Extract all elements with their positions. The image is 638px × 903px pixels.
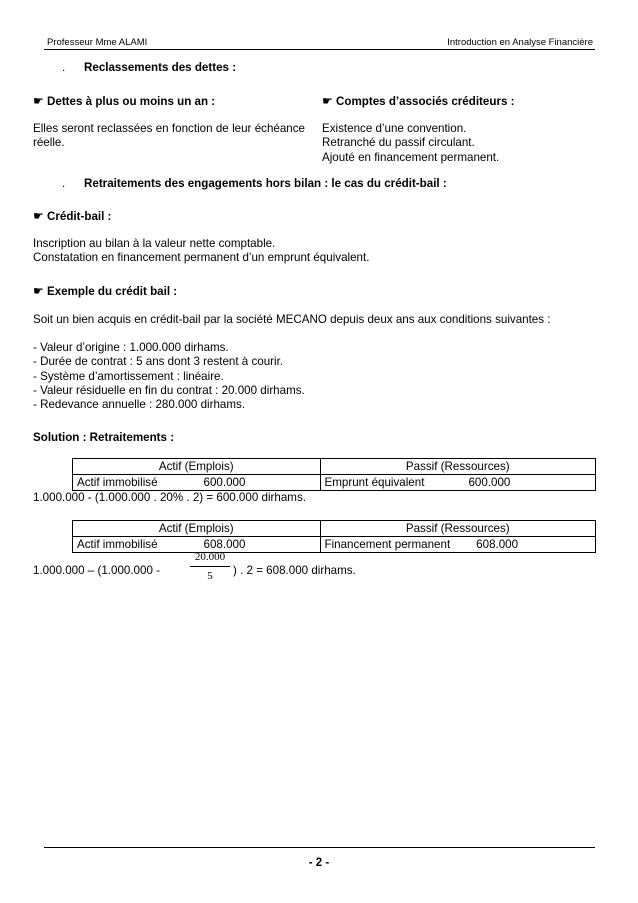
header-author: Professeur Mme ALAMI (47, 37, 148, 48)
table-cell-actif (73, 475, 321, 491)
exemple-heading (33, 284, 177, 299)
credit-bail-line: Constatation en financement permanent d’un emprunt équivalent. (33, 251, 370, 265)
section-bullet: . (62, 61, 66, 74)
solution-heading: Solution : Retraitements : (33, 431, 175, 444)
table-row (73, 521, 596, 537)
calculation-1: 1.000.000 - (1.000.000 . 20% . 2) = 600.000 dirhams. (33, 491, 306, 504)
list-item: - Système d’amortissement : linéaire. (33, 369, 224, 383)
list-item: - Valeur résiduelle en fin du contrat : 20.000 dirhams. (33, 383, 305, 397)
comptes-title: Comptes d’associés créditeurs : (336, 95, 515, 108)
comptes-line: Ajouté en financement permanent. (322, 150, 500, 164)
section-bullet: . (62, 177, 66, 190)
section-title: Reclassements des dettes : (84, 61, 237, 74)
dettes-title: Dettes à plus ou moins un an : (47, 95, 216, 108)
cell-value: 600.000 (203, 476, 246, 489)
cell-label: Actif immobilisé (77, 476, 158, 489)
table-cell-passif (320, 475, 595, 491)
calculation-2-end: ) . 2 = 608.000 dirhams. (233, 564, 356, 577)
exemple-items (33, 341, 305, 412)
fraction (190, 551, 230, 583)
table-row (73, 459, 596, 475)
retraitement-table-2 (72, 520, 596, 553)
dettes-heading (33, 94, 215, 109)
table-row (73, 537, 596, 553)
header-rule (44, 49, 595, 50)
section-retraitements-heading (62, 177, 447, 191)
table-header-passif: Passif (Ressources) (320, 459, 595, 475)
header-course-title: Introduction en Analyse Financière (447, 37, 593, 48)
dettes-text: Elles seront reclassées en fonction de leur échéance réelle. (33, 122, 305, 150)
table-row (73, 475, 596, 491)
cell-label: Actif immobilisé (77, 538, 158, 551)
cell-label: Emprunt équivalent (324, 476, 425, 489)
list-item: - Valeur d’origine : 1.000.000 dirhams. (33, 341, 229, 354)
cell-label: Financement permanent (324, 538, 451, 551)
comptes-line: Existence d’une convention. (322, 122, 467, 135)
table-header-actif: Actif (Emplois) (73, 521, 321, 537)
section-title: Retraitements des engagements hors bilan : le cas du crédit-bail : (84, 177, 447, 190)
pointing-hand-icon: ☛ (33, 94, 44, 108)
exemple-title: Exemple du crédit bail : (47, 285, 178, 298)
page-number: - 2 - (308, 857, 330, 869)
table-header-actif: Actif (Emplois) (73, 459, 321, 475)
comptes-line: Retranché du passif circulant. (322, 136, 475, 150)
credit-bail-heading (33, 209, 111, 224)
credit-bail-lines (33, 237, 369, 266)
pointing-hand-icon: ☛ (322, 94, 333, 108)
credit-bail-title: Crédit-bail : (47, 210, 112, 223)
cell-value: 608.000 (203, 538, 246, 551)
calculation-2-start: 1.000.000 – (1.000.000 - (33, 564, 160, 577)
section-reclassements-heading (62, 61, 236, 75)
credit-bail-line: Inscription au bilan à la valeur nette comptable. (33, 237, 276, 250)
exemple-intro: Soit un bien acquis en crédit-bail par la société MECANO depuis deux ans aux conditions suivantes : (33, 313, 551, 326)
cell-value: 608.000 (476, 538, 519, 551)
fraction-numerator: 20.000 (190, 551, 230, 567)
comptes-lines (322, 122, 499, 165)
footer-rule (44, 847, 595, 848)
list-item: - Durée de contrat : 5 ans dont 3 restent à courir. (33, 355, 284, 369)
list-item: - Redevance annuelle : 280.000 dirhams. (33, 398, 246, 412)
table-cell-passif (320, 537, 596, 553)
retraitement-table-1 (72, 458, 596, 491)
table-header-passif: Passif (Ressources) (320, 521, 596, 537)
comptes-heading (322, 94, 514, 109)
pointing-hand-icon: ☛ (33, 284, 44, 298)
cell-value: 600.000 (468, 476, 511, 489)
fraction-denominator: 5 (207, 570, 213, 582)
pointing-hand-icon: ☛ (33, 209, 44, 223)
